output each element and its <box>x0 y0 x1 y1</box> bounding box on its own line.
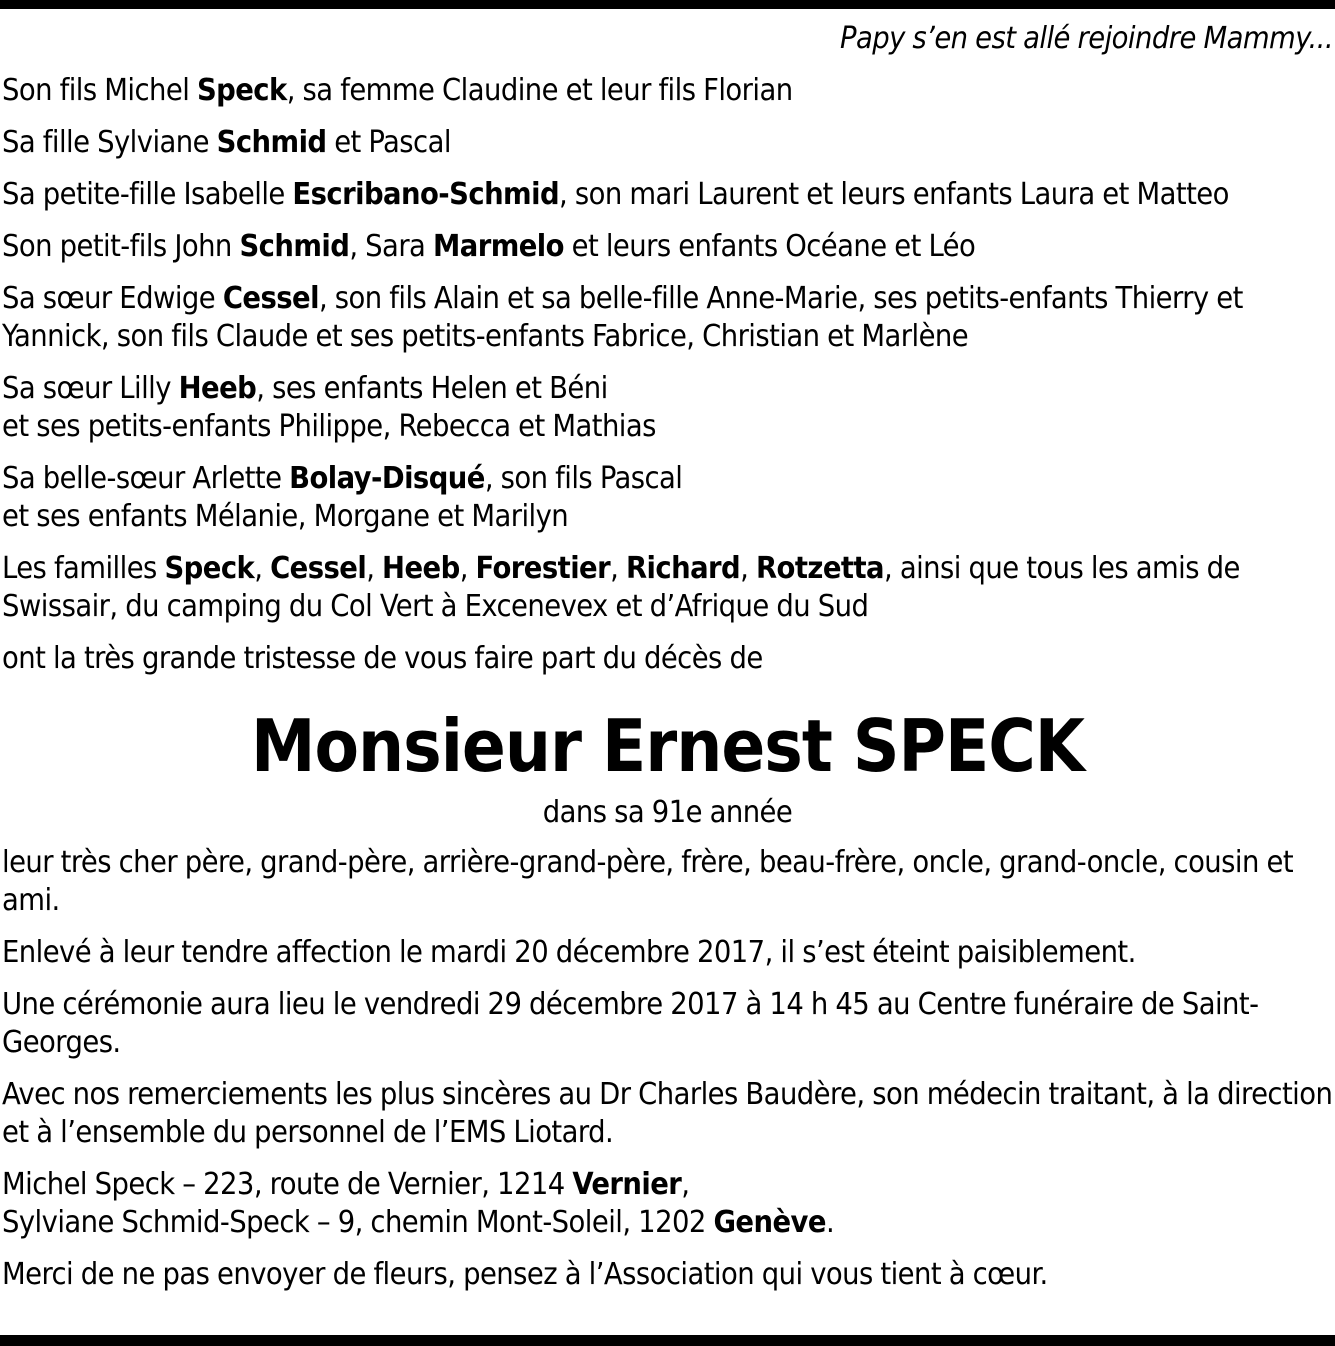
surname: Richard <box>625 551 741 586</box>
family-line-families <box>2 550 1333 626</box>
text: , <box>610 551 626 586</box>
family-line-grandson <box>2 228 1333 266</box>
text: et ses petits-enfants Philippe, Rebecca et Mathias <box>2 409 656 444</box>
text: , <box>459 551 476 586</box>
text: Son petit-fils John <box>2 229 240 264</box>
surname: Schmid <box>216 125 327 160</box>
family-line-sister-edwige <box>2 280 1333 356</box>
text: , <box>681 1167 690 1202</box>
thanks-line: Avec nos remerciements les plus sincères au Dr Charles Baudère, son médecin traitant, à la direction et à l’ensemble du personnel de l’EMS Liotard. <box>2 1077 1333 1150</box>
text: et leurs enfants Océane et Léo <box>563 229 976 264</box>
text: Michel Speck – 223, route de Vernier, 1214 <box>2 1167 573 1202</box>
text: Les familles <box>2 551 165 586</box>
surname: Heeb <box>178 371 257 406</box>
text: , sa femme Claudine et leur fils Florian <box>286 73 793 108</box>
obituary-notice <box>2 20 1333 1294</box>
city: Genève <box>713 1205 826 1240</box>
surname: Forestier <box>475 551 611 586</box>
text: et ses enfants Mélanie, Morgane et Marilyn <box>2 499 569 534</box>
text: , son mari Laurent et leurs enfants Laura et Matteo <box>559 177 1229 212</box>
surname: Cessel <box>270 551 367 586</box>
text: , <box>366 551 383 586</box>
surname: Schmid <box>239 229 350 264</box>
ceremony-line: Une cérémonie aura lieu le vendredi 29 décembre 2017 à 14 h 45 au Centre funéraire de Saint-Georges. <box>2 987 1259 1060</box>
deceased-name: Monsieur Ernest SPECK <box>251 704 1084 788</box>
family-line-son <box>2 72 1333 110</box>
text: Sa sœur Edwige <box>2 281 223 316</box>
text: Sa belle-sœur Arlette <box>2 461 290 496</box>
text: Sa sœur Lilly <box>2 371 179 406</box>
surname: Marmelo <box>432 229 564 264</box>
text: , ainsi que tous les amis de Swissair, du camping du Col Vert à Excenevex et d’Afrique du Sud <box>2 551 1240 624</box>
text: Son fils Michel <box>2 73 197 108</box>
text: , ses enfants Helen et Béni <box>256 371 608 406</box>
text: et Pascal <box>326 125 451 160</box>
text: Sylviane Schmid-Speck – 9, chemin Mont-Soleil, 1202 <box>2 1205 714 1240</box>
surname: Rotzetta <box>755 551 884 586</box>
deceased-age: dans sa 91e année <box>542 795 793 830</box>
text: , <box>740 551 756 586</box>
top-border-rule <box>0 0 1335 9</box>
family-line-sister-in-law <box>2 460 1333 536</box>
text: Sa fille Sylviane <box>2 125 217 160</box>
city: Vernier <box>572 1167 682 1202</box>
family-line-granddaughter <box>2 176 1333 214</box>
text: , Sara <box>349 229 433 264</box>
text: , <box>254 551 271 586</box>
surname: Heeb <box>382 551 460 586</box>
addresses <box>2 1166 1333 1242</box>
relation-line: leur très cher père, grand-père, arrière-grand-père, frère, beau-frère, oncle, grand-oncle, cousin et ami. <box>2 845 1294 918</box>
passing-line: Enlevé à leur tendre affection le mardi 20 décembre 2017, il s’est éteint paisiblement. <box>2 935 1136 970</box>
bottom-border-rule <box>0 1335 1335 1346</box>
surname: Speck <box>196 73 287 108</box>
text: Sa petite-fille Isabelle <box>2 177 293 212</box>
text: . <box>825 1205 835 1240</box>
announcement-line: ont la très grande tristesse de vous faire part du décès de <box>2 641 763 676</box>
surname: Escribano-Schmid <box>292 177 560 212</box>
surname: Bolay-Disqué <box>289 461 485 496</box>
text: , son fils Alain et sa belle-fille Anne-Marie, ses petits-enfants Thierry et Yannick, son fils Claude et ses petits-enfants Fabrice, Christian et Marlène <box>2 281 1243 354</box>
surname: Cessel <box>222 281 319 316</box>
flowers-line: Merci de ne pas envoyer de fleurs, pensez à l’Association qui vous tient à cœur. <box>2 1257 1048 1292</box>
family-line-daughter <box>2 124 1333 162</box>
family-line-sister-lilly <box>2 370 1333 446</box>
epigraph: Papy s’en est allé rejoindre Mammy... <box>839 21 1333 56</box>
surname: Speck <box>164 551 255 586</box>
text: , son fils Pascal <box>484 461 683 496</box>
